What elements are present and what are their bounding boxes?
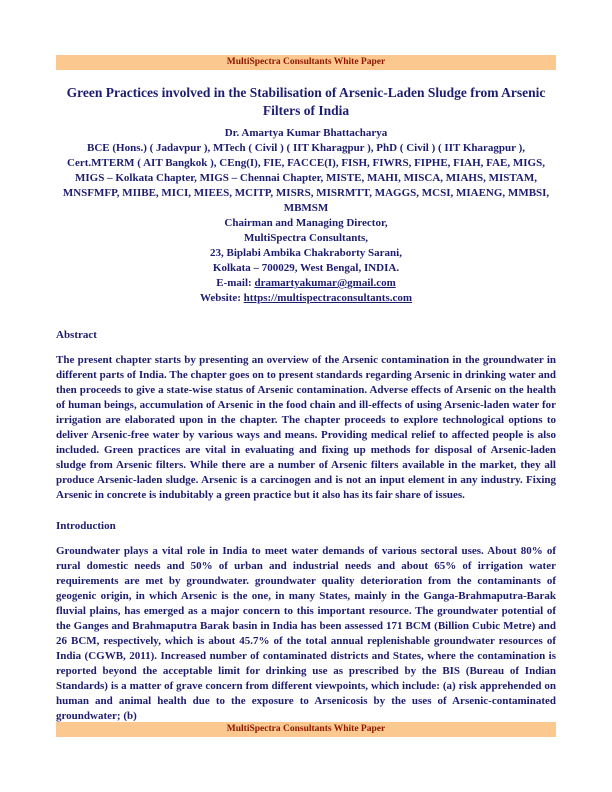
document-title: Green Practices involved in the Stabilisation of Arsenic-Laden Sludge from Arsenic Filters of India [66, 85, 546, 118]
author-address-line-2: Kolkata – 700029, West Bengal, INDIA. [212, 262, 400, 274]
section-heading-introduction: Introduction [56, 520, 116, 532]
author-organisation: MultiSpectra Consultants, [243, 232, 369, 244]
website-label: Website: [199, 292, 244, 304]
footer-banner-text: MultiSpectra Consultants White Paper [226, 724, 386, 734]
email-label: E-mail: [216, 277, 255, 289]
website-link[interactable]: https://multispectraconsultants.com [243, 292, 413, 304]
author-address-line-1: 23, Biplabi Ambika Chakraborty Sarani, [210, 247, 402, 259]
author-name: Dr. Amartya Kumar Bhattacharya [224, 127, 388, 139]
author-block [56, 126, 556, 306]
website-row [56, 291, 556, 306]
author-role: Chairman and Managing Director, [224, 217, 388, 229]
footer-banner [56, 722, 556, 737]
header-banner-text: MultiSpectra Consultants White Paper [226, 57, 386, 67]
author-credentials: BCE (Hons.) ( Jadavpur ), MTech ( Civil ) ( IIT Kharagpur ), PhD ( Civil ) ( IIT Kharagpur ), Cert.MTERM ( AIT Bangkok ), CEng(I), FIE, FACCE(I), FISH, FIWRS, FIPHE, FIAH, FAE, MIGS, MIGS – Kolkata Chapter, MIGS – Chennai Chapter, MISTE, MAHI, MISCA, MIAHS, MISTAM, MNSFMFP, MIIBE, MICI, MIEES, MCITP, MISRS, MISRMTT, MAGGS, MCSI, MIAENG, MMBSI, MBMSM [62, 142, 550, 214]
page-content [56, 55, 556, 724]
email-row [56, 276, 556, 291]
introduction-paragraph: Groundwater plays a vital role in India to meet water demands of various sectoral uses. About 80% of rural domestic needs and 50% of urban and industrial needs and about 65% of irrigation water requirements are met by groundwater. groundwater quality deterioration from the contaminants of geogenic origin, in which Arsenic is the one, in many States, mainly in the Ganga-Brahmaputra-Barak fluvial plains, has emerged as a major concern to this important resource. The groundwater potential of the Ganges and Brahmaputra Barak basin in India has been assessed 171 BCM (Billion Cubic Metre) and 26 BCM, respectively, which is about 45.7% of the total annual replenishable groundwater resources of India (CGWB, 2011). Increased number of contaminated districts and States, where the contamination is reported beyond the acceptable limit for drinking use as prescribed by the BIS (Bureau of Indian Standards) is a matter of grave concern from different viewpoints, which include: (a) risk apprehended on human and animal health due to the exposure to Arsenicosis by the uses of Arsenic-contaminated groundwater; (b) [56, 545, 556, 722]
abstract-paragraph: The present chapter starts by presenting an overview of the Arsenic contamination in the groundwater in different parts of India. The chapter goes on to present standards regarding Arsenic in drinking water and then proceeds to give a state-wise status of Arsenic contamination. Adverse effects of Arsenic on the health of human beings, accumulation of Arsenic in the food chain and ill-effects of using Arsenic-laden water for irrigation are elaborated upon in the chapter. The chapter proceeds to explore technological options to deliver Arsenic-free water by various ways and means. Providing medical relief to affected people is also included. Green practices are vital in evaluating and fixing up methods for disposal of Arsenic-laden sludge from Arsenic filters. While there are a number of Arsenic filters available in the market, they all produce Arsenic-laden sludge. Arsenic is a carcinogen and is not an input element in any industry. Fixing Arsenic in concrete is indubitably a green practice but it also has its fair share of issues. [56, 354, 556, 501]
header-banner [56, 55, 556, 70]
email-link[interactable]: dramartyakumar@gmail.com [254, 277, 396, 289]
section-heading-abstract: Abstract [56, 329, 97, 341]
